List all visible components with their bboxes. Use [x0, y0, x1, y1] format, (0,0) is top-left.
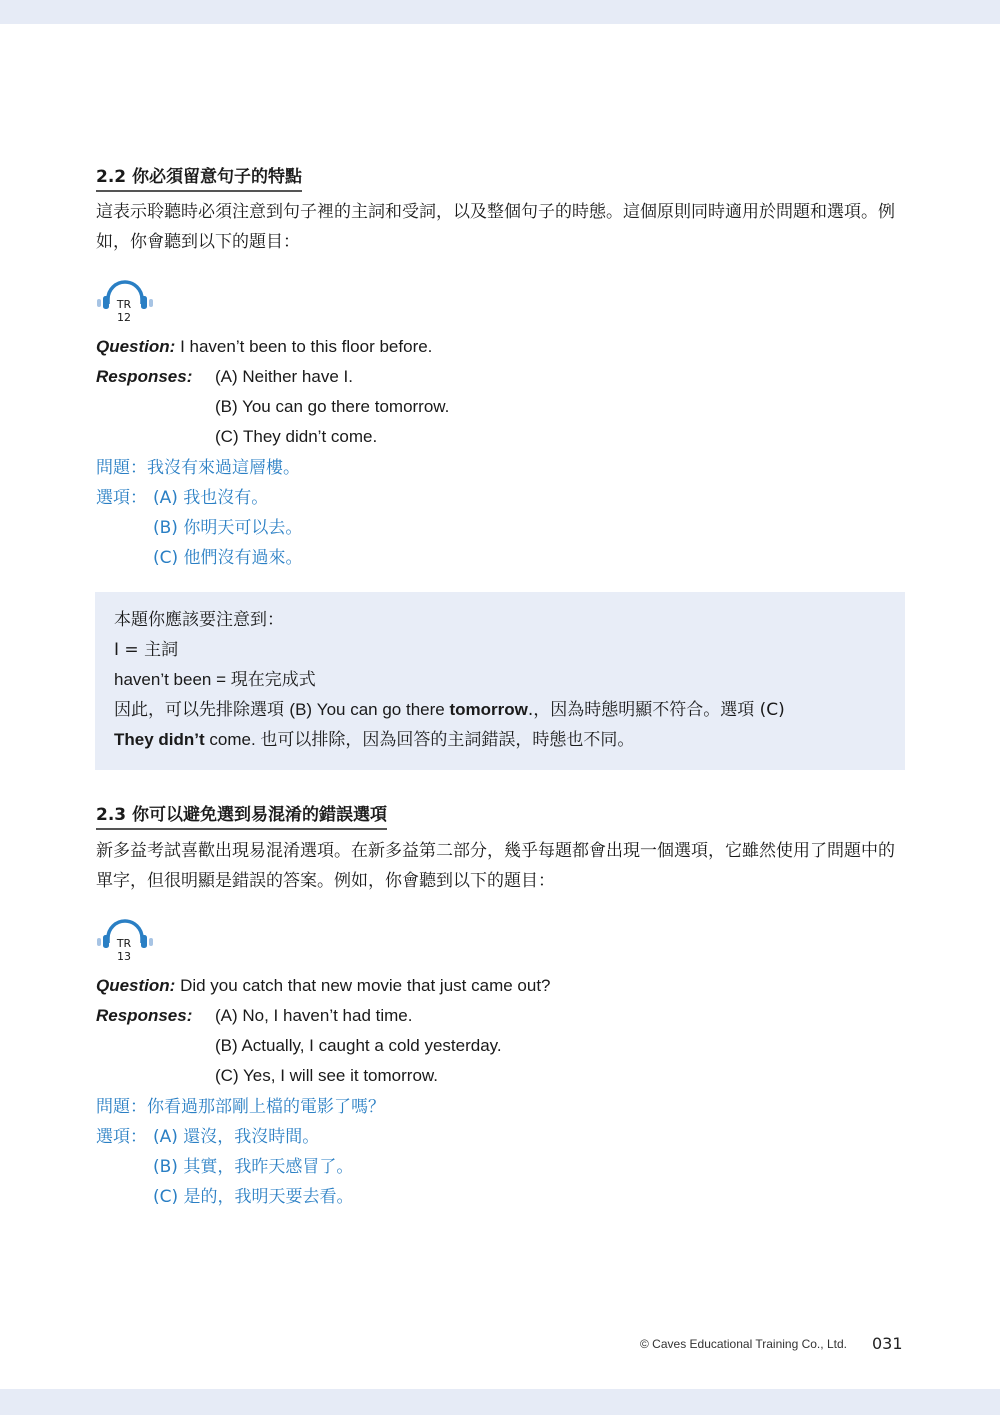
track-label: TR	[116, 937, 132, 950]
emphasis-tomorrow: tomorrow	[449, 700, 528, 719]
audio-track-13[interactable]	[96, 919, 154, 963]
section-2-3-intro: 新多益考試喜歡出現易混淆選項。在新多益第二部分，幾乎每題都會出現一個選項，它雖然使用了問題中的單字，但很明顯是錯誤的答案。例如，你會聽到以下的題目：	[96, 841, 895, 891]
note-box	[95, 592, 905, 770]
audio-track-12[interactable]	[96, 280, 154, 324]
response-a: (A) No, I haven’t had time.	[215, 1006, 413, 1025]
zh-options-label: 選項：	[96, 1127, 147, 1147]
response-b: (B) You can go there tomorrow.	[215, 397, 450, 416]
responses-label: Responses:	[96, 1006, 193, 1025]
note-line-2: I = 主詞	[114, 640, 179, 660]
zh-option-a: (A) 還沒，我沒時間。	[153, 1127, 320, 1147]
section-2-2-intro: 這表示聆聽時必須注意到句子裡的主詞和受詞，以及整個句子的時態。這個原則同時適用於問題和選項。例如，你會聽到以下的題目：	[96, 202, 895, 252]
zh-question: 問題：你看過那部剛上檔的電影了嗎？	[96, 1097, 385, 1117]
zh-question: 問題：我沒有來過這層樓。	[96, 458, 300, 478]
question-line	[96, 332, 432, 362]
zh-option-c: (C) 他們沒有過來。	[153, 548, 303, 568]
response-c: (C) Yes, I will see it tomorrow.	[215, 1066, 438, 1085]
question-line	[96, 971, 551, 1001]
question-label: Question:	[96, 337, 176, 356]
top-band	[0, 0, 1000, 24]
track-number: 12	[117, 311, 131, 324]
emphasis-they-didnt: They didn’t	[114, 730, 205, 749]
zh-options-label: 選項：	[96, 488, 147, 508]
section-heading-2-3: 2.3 你可以避免選到易混淆的錯誤選項	[96, 804, 387, 830]
page-number: 031	[872, 1334, 903, 1353]
note-line-5: They didn’t come. 也可以排除，因為回答的主詞錯誤，時態也不同。	[114, 730, 635, 750]
zh-option-b: (B) 你明天可以去。	[153, 518, 303, 538]
response-c: (C) They didn’t come.	[215, 427, 378, 446]
bottom-band	[0, 1389, 1000, 1415]
response-a: (A) Neither have I.	[215, 367, 353, 386]
zh-option-b: (B) 其實，我昨天感冒了。	[153, 1157, 354, 1177]
zh-option-c: (C) 是的，我明天要去看。	[153, 1187, 354, 1207]
note-line-3: haven’t been = 現在完成式	[114, 670, 316, 689]
question-text: I haven’t been to this floor before.	[180, 337, 433, 356]
note-line-1: 本題你應該要注意到：	[114, 610, 284, 630]
section-heading-2-2: 2.2 你必須留意句子的特點	[96, 166, 302, 192]
response-b: (B) Actually, I caught a cold yesterday.	[215, 1036, 502, 1055]
track-number: 13	[117, 950, 131, 963]
track-label: TR	[116, 298, 132, 311]
question-text: Did you catch that new movie that just came out?	[180, 976, 551, 995]
responses-label: Responses:	[96, 367, 193, 386]
question-label: Question:	[96, 976, 176, 995]
zh-option-a: (A) 我也沒有。	[153, 488, 269, 508]
note-line-4: 因此，可以先排除選項 (B) You can go there tomorrow.，因為時態明顯不符合。選項 (C)	[114, 700, 785, 720]
copyright-text: © Caves Educational Training Co., Ltd.	[640, 1337, 847, 1351]
